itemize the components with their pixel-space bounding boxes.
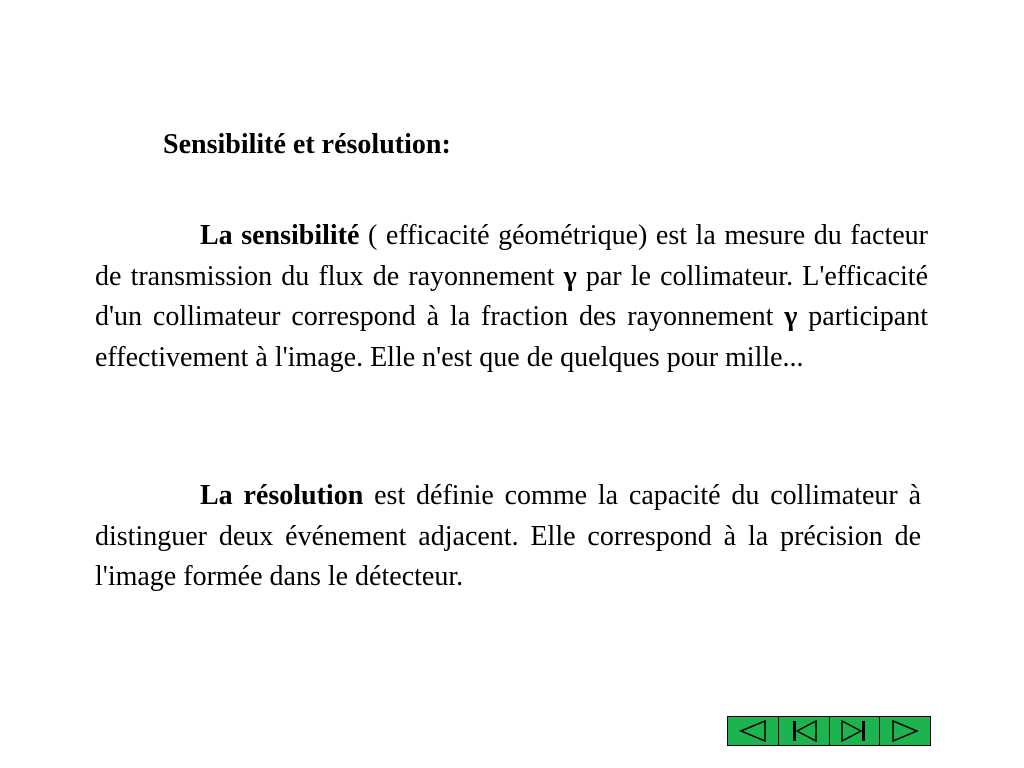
paragraph-sensitivity [95,216,928,378]
previous-slide-button[interactable] [728,717,779,745]
gamma-symbol: γ [563,260,577,292]
skip-to-end-icon [839,720,869,742]
paragraph-text: est définie comme la capacité du collimateur à distinguer deux événement adjacent. Elle correspond à la précision de l'image formée dans le détecteur. [95,480,921,592]
last-slide-button[interactable] [830,717,881,745]
term-sensitivity: La sensibilité [200,220,360,251]
paragraph-resolution [95,476,921,598]
slide-heading: Sensibilité et résolution: [163,129,451,160]
first-slide-button[interactable] [779,717,830,745]
paragraph-text: participant effectivement à l'image. Elle n'est que de quelques pour mille... [95,301,928,373]
next-slide-button[interactable] [880,717,930,745]
paragraph-text: ( efficacité géométrique) est la mesure du facteur de transmission du flux de rayonnement [95,220,928,292]
triangle-left-icon [738,720,768,742]
paragraph-text: par le collimateur. L'efficacité d'un collimateur correspond à la fraction des rayonnement [95,260,928,332]
slide-navigation-bar [727,716,931,746]
triangle-right-icon [890,720,920,742]
gamma-symbol: γ [784,301,798,332]
skip-to-start-icon [789,720,819,742]
term-resolution: La résolution [200,480,364,511]
